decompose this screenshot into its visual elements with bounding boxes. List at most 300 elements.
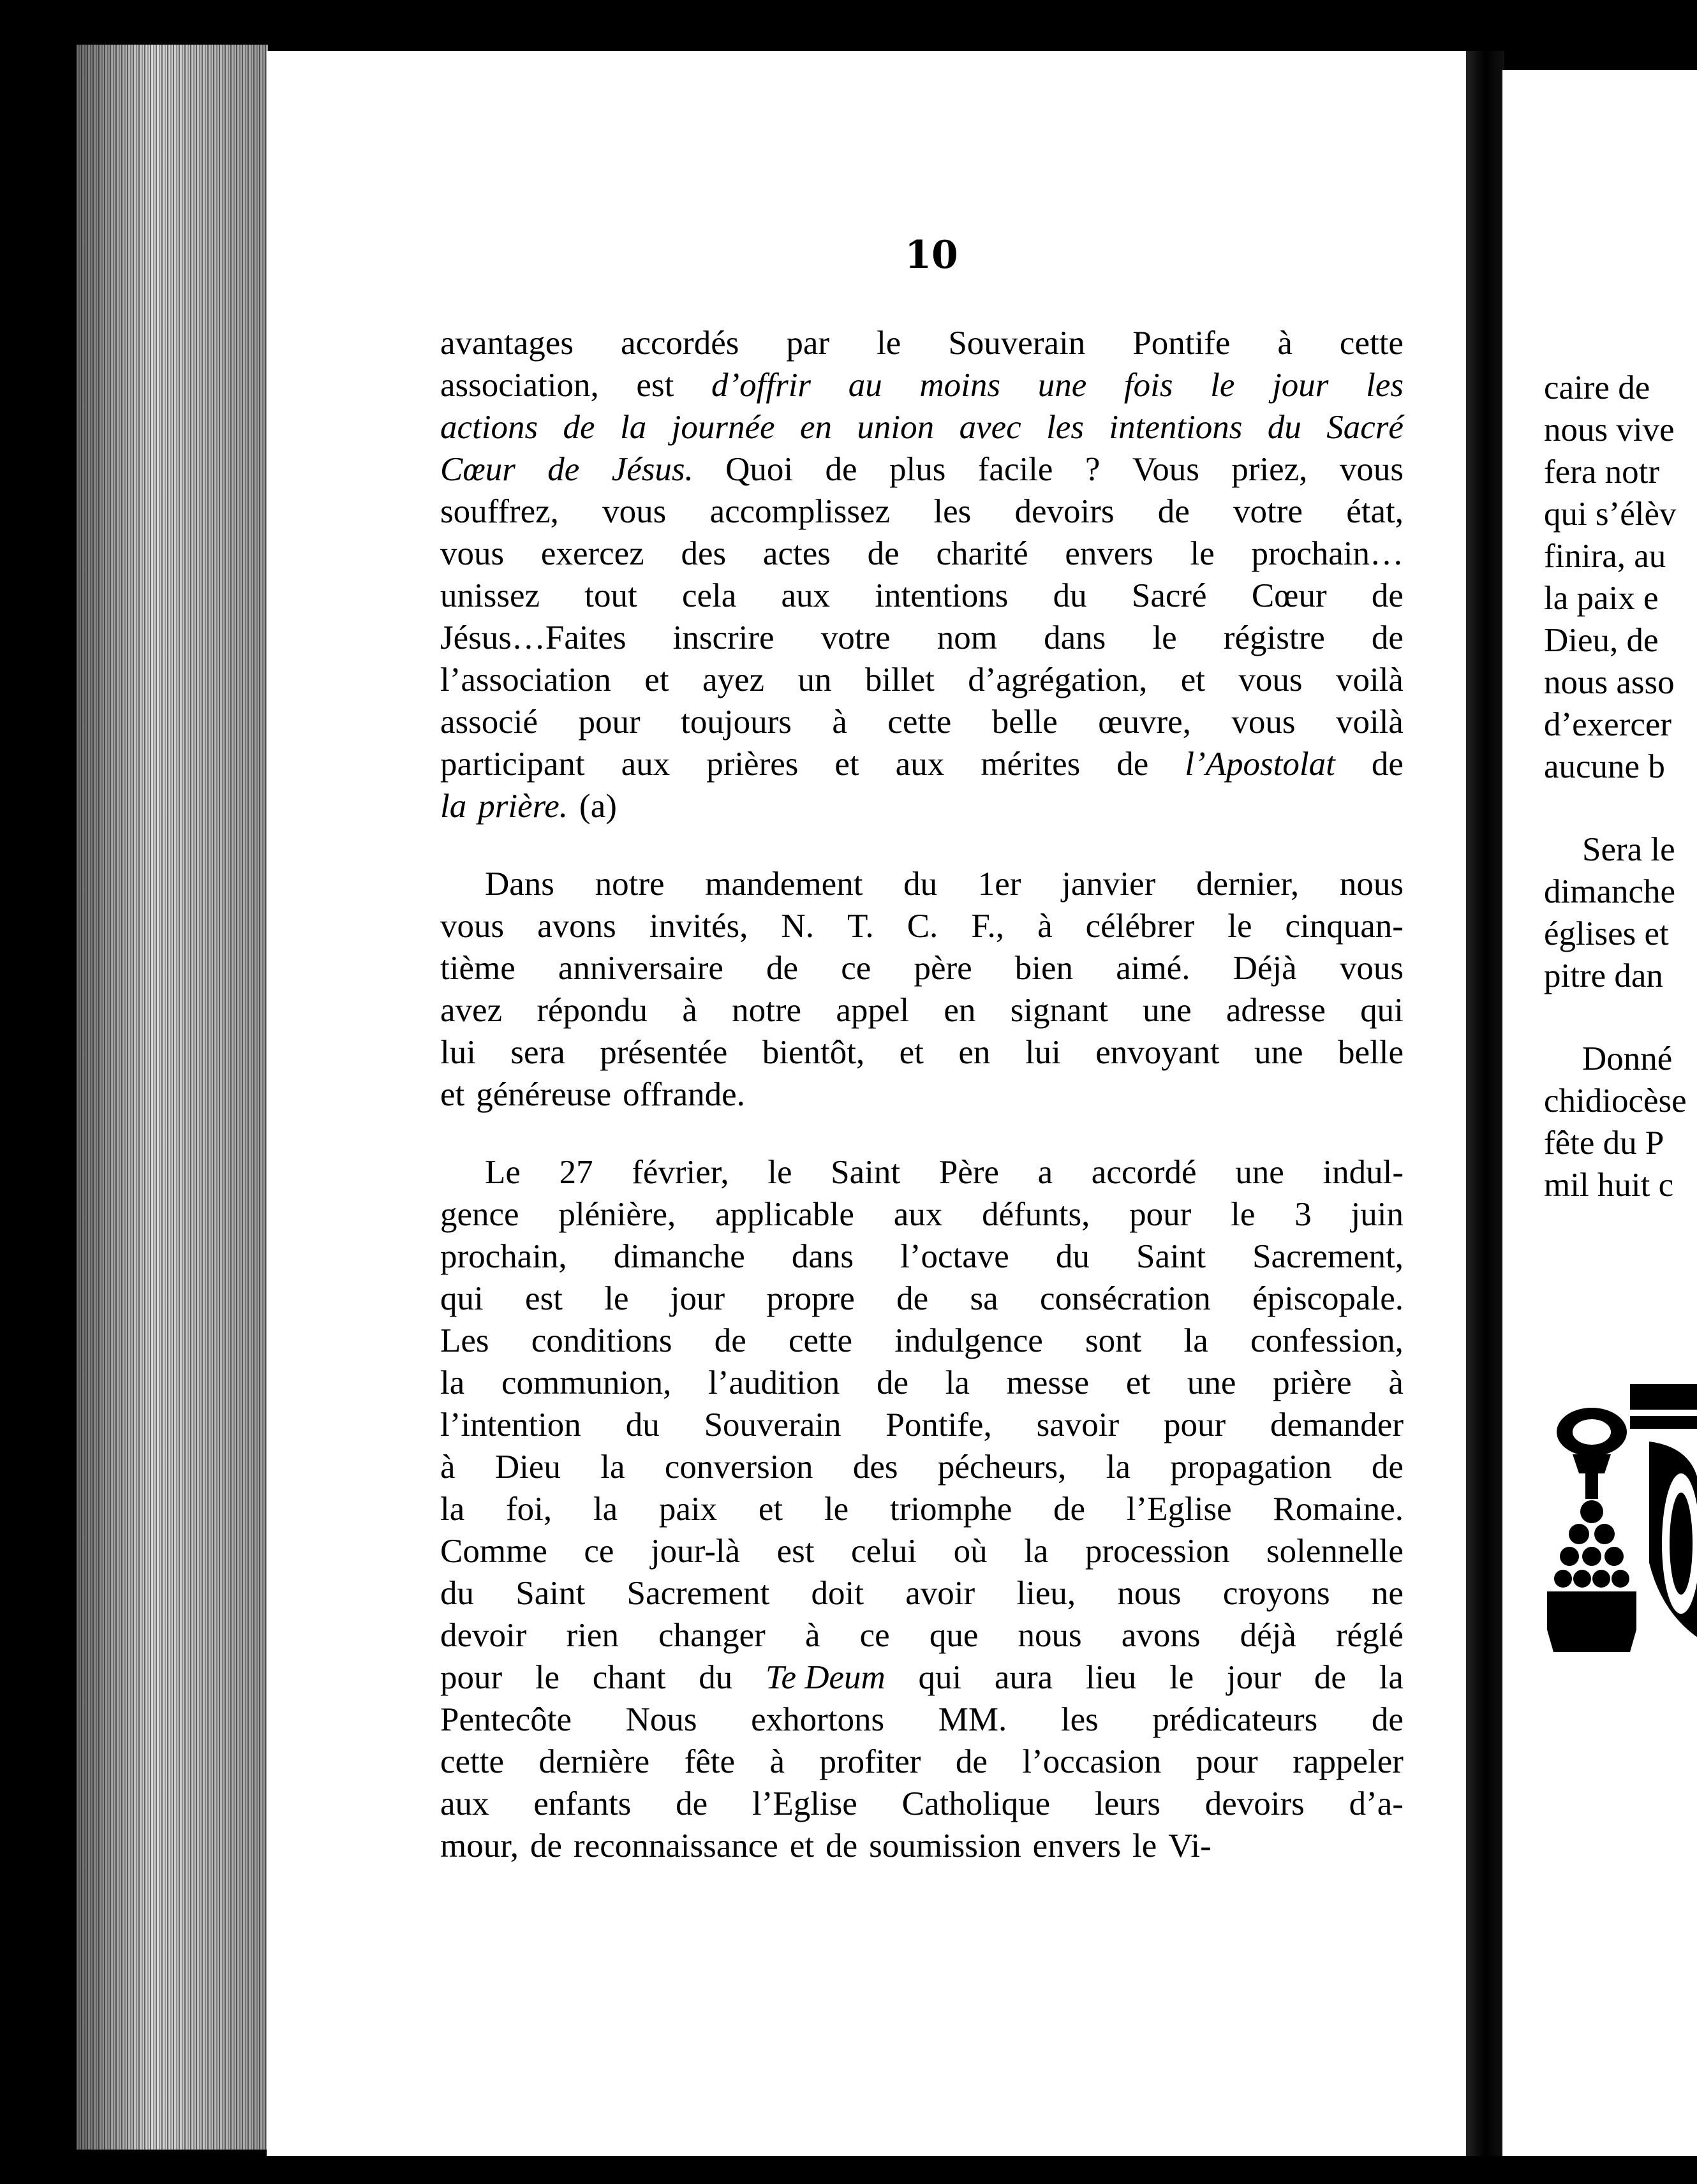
word: déjà [1240,1617,1296,1654]
word: MM. [938,1701,1007,1738]
text-line [440,406,1404,448]
word: le [1190,535,1215,572]
word: est [525,1280,563,1317]
word: celui [851,1533,917,1570]
word: du [1055,1238,1090,1275]
word: vous [1339,451,1404,488]
word: les [1046,409,1084,446]
word: un [797,661,832,698]
word: la [440,1491,465,1528]
word: Nous [625,1701,697,1738]
word: envers [1065,535,1153,572]
word: Dieu [494,1449,561,1486]
word: de [1157,493,1190,530]
text-line: caire de [1544,369,1650,406]
word: généreuse [476,1076,612,1113]
word: qui [918,1659,962,1696]
word: reconnaissance [574,1827,778,1864]
word: ce [859,1617,890,1654]
word: ce [841,950,871,987]
word: fête [684,1743,736,1780]
word: l’Eglise [752,1785,857,1822]
word: cinquan- [1285,908,1404,945]
text-line [440,1572,1404,1614]
word: de [766,950,799,987]
word: défunts, [982,1196,1090,1233]
word: rien [566,1617,619,1654]
word: confession, [1250,1322,1404,1359]
word: dans [791,1238,854,1275]
text-line [440,1699,1404,1741]
word: notre [732,992,802,1029]
word: plénière, [558,1196,676,1233]
word: en [958,1034,991,1071]
word: rappeler [1293,1743,1404,1780]
word: Cœur [440,451,515,488]
word: prochain… [1251,535,1404,572]
word: qui [440,1280,484,1317]
word: belle [1337,1034,1404,1071]
word: Saint [515,1575,586,1612]
word: de [1116,746,1149,783]
word: ce [584,1533,614,1570]
word: inscrire [672,619,774,656]
text-line [440,617,1404,659]
word: croyons [1222,1575,1330,1612]
word: pour [1129,1196,1192,1233]
word: la [440,1364,465,1401]
word: notre [595,866,665,903]
text-line [440,1404,1404,1446]
word: nous [1117,1575,1182,1612]
word: aimé. [1116,950,1190,987]
word: février, [632,1154,729,1191]
word: sera [510,1034,565,1071]
text-line [440,659,1404,701]
word: de [1371,1701,1404,1738]
word: du [1053,577,1087,614]
word: l’occasion [1022,1743,1162,1780]
word: à [804,1617,820,1654]
word: pour [1196,1743,1258,1780]
word: juin [1351,1196,1404,1233]
word: propre [766,1280,855,1317]
word: nous [1018,1617,1082,1654]
word: la [1106,1449,1131,1486]
word: chant [592,1659,666,1696]
word: de [1371,746,1404,783]
word: union [857,409,935,446]
word: association, [440,367,599,404]
word: jour [1272,367,1329,404]
word: des [852,1449,898,1486]
text-line [440,1741,1404,1783]
word: consécration [1039,1280,1211,1317]
word: Déjà [1233,950,1297,987]
word: et [1125,1364,1151,1401]
text-line [440,863,1404,905]
word: répondu [537,992,648,1029]
text-line [440,1614,1404,1656]
word: de [676,1785,708,1822]
text-line [440,533,1404,575]
word: présentée [600,1034,728,1071]
text-line [440,1488,1404,1530]
word: aux [893,1196,943,1233]
word: d’a- [1349,1785,1404,1822]
word: Pentecôte [440,1701,572,1738]
word: prière [1273,1364,1352,1401]
word: triomphe [889,1491,1012,1528]
word: aux [895,746,945,783]
word: accomplissez [709,493,891,530]
text-line [440,785,1404,827]
word: devoirs [1204,1785,1305,1822]
word: paix [658,1491,718,1528]
word: vous [1238,661,1303,698]
word: de [955,1743,988,1780]
word: 3 [1294,1196,1312,1233]
text-line [440,1031,1404,1074]
text-line [440,701,1404,743]
word: l’intention [440,1406,581,1443]
word: jour [1226,1659,1282,1696]
word: envoyant [1095,1034,1220,1071]
word: N. [781,908,814,945]
word: de [714,1322,746,1359]
word: ? [1085,451,1100,488]
text-line [440,1320,1404,1362]
word: à [440,1449,456,1486]
word: voilà [1335,661,1404,698]
word: 1er [977,866,1021,903]
word: la [1379,1659,1404,1696]
word: la [1183,1322,1208,1359]
word: le [767,1154,792,1191]
text-line: pitre dan [1544,957,1663,994]
word: de [547,451,580,488]
word: prière. [478,788,568,825]
word: ayez [702,661,765,698]
word: (a) [579,788,617,825]
word: solennelle [1266,1533,1404,1570]
word: journée [671,409,775,446]
word: d’agrégation, [968,661,1148,698]
word: unissez [440,577,540,614]
word: en [944,992,976,1029]
text-line [440,1825,1404,1867]
text-line [440,947,1404,989]
word: envers [1032,1827,1121,1864]
episcopal-coat-of-arms [1534,1371,1697,1678]
word: père [914,950,972,987]
word: réglé [1336,1617,1404,1654]
word: Quoi [725,451,794,488]
paragraph-gap [1544,997,1697,1038]
word: Sacré [1326,409,1404,446]
text-line [440,1074,1404,1116]
word: où [953,1533,988,1570]
word: doit [811,1575,864,1612]
text-line [440,1656,1404,1699]
word: le [535,1659,560,1696]
text-line [440,743,1404,785]
word: janvier [1062,866,1156,903]
word: le [1132,1827,1157,1864]
word: bientôt, [762,1034,865,1071]
text-line: qui s’élèv [1544,496,1677,533]
text-line: nous asso [1544,664,1675,701]
text-line [440,1530,1404,1572]
text-line [440,1362,1404,1404]
word: plus [889,451,946,488]
word: vous [602,493,667,530]
word: bien [1014,950,1074,987]
word: du [625,1406,660,1443]
word: propagation [1170,1449,1332,1486]
word: une [1037,367,1087,404]
word: indulgence [894,1322,1043,1359]
word: nous [1339,866,1404,903]
word: de [1314,1659,1346,1696]
word: l’octave [900,1238,1009,1275]
page-stack-shadow [77,45,268,2150]
word: avez [440,992,503,1029]
word: Comme [440,1533,547,1570]
word: belle [991,704,1058,741]
word: tième [440,950,515,987]
word: applicable [715,1196,854,1233]
word: Saint [1136,1238,1206,1275]
word: et [789,1827,815,1864]
word: une [1187,1364,1236,1401]
word: facile [977,451,1053,488]
word: souffrez, [440,493,559,530]
word: vous [1231,704,1296,741]
word: lieu, [1016,1575,1076,1612]
text-line [440,322,1404,364]
word: le [604,1280,629,1317]
word: Sacrement, [1252,1238,1404,1275]
word: dernier, [1196,866,1300,903]
word: par [786,325,830,362]
word: accordés [620,325,739,362]
word: Les [440,1322,489,1359]
word: les [1366,367,1404,404]
word: avantages [440,325,574,362]
word: prochain, [440,1238,567,1275]
left-page-text [440,322,1404,1867]
word: est [776,1533,815,1570]
word: lieu [1085,1659,1137,1696]
text-line: d’exercer [1544,706,1672,743]
word: procession [1085,1533,1230,1570]
text-line [440,989,1404,1031]
word: le [1227,908,1252,945]
word: de [563,409,595,446]
word: conversion [664,1449,813,1486]
word: Cœur [1251,577,1327,614]
word: à [1388,1364,1404,1401]
word: signant [1010,992,1108,1029]
word: C. [907,908,938,945]
word: Romaine. [1273,1491,1404,1528]
text-line: la paix e [1544,580,1659,617]
word: intentions [875,577,1009,614]
word: état, [1346,493,1404,530]
word: du [1267,409,1301,446]
word: toujours [681,704,792,741]
word: les [1060,1701,1099,1738]
word: la [600,1449,625,1486]
word: de [867,535,900,572]
word: vous [440,535,505,572]
word: une [1235,1154,1284,1191]
word: accordé [1091,1154,1197,1191]
paragraph-gap [1544,788,1697,829]
word: la [945,1364,970,1401]
word: charité [936,535,1028,572]
word: messe [1006,1364,1090,1401]
word: aux [621,746,671,783]
word: devoir [440,1617,527,1654]
word: aux [440,1785,489,1822]
word: appel [836,992,910,1029]
word: T. [847,908,874,945]
right-page-text [1544,367,1697,1206]
word: de [1371,619,1404,656]
word: dimanche [613,1238,745,1275]
text-line: Sera le [1582,831,1675,868]
word: Catholique [901,1785,1051,1822]
word: nom [937,619,997,656]
word: priez, [1231,451,1308,488]
word: et [758,1491,783,1528]
word: le [877,325,901,362]
paragraph-gap [440,1116,1404,1151]
word: anniversaire [558,950,723,987]
text-line: finira, au [1544,538,1666,575]
word: œuvre, [1098,704,1191,741]
word: Te Deum [765,1659,886,1696]
word: aux [781,577,831,614]
word: vous [440,908,505,945]
word: sa [970,1280,998,1317]
word: fois [1123,367,1173,404]
word: pour [578,704,641,741]
word: foi, [506,1491,552,1528]
word: cette [887,704,952,741]
word: cette [1339,325,1404,362]
text-line [440,1151,1404,1193]
book-gutter [1466,51,1504,2156]
word: jour-là [650,1533,741,1570]
word: soumission [869,1827,1021,1864]
word: aura [994,1659,1053,1696]
word: voilà [1335,704,1404,741]
word: Père [938,1154,999,1191]
word: pour [1163,1406,1226,1443]
word: conditions [531,1322,672,1359]
word: dernière [538,1743,650,1780]
word: de [530,1827,563,1864]
word: Jésus. [611,451,693,488]
word: que [929,1617,979,1654]
word: avons [1121,1617,1201,1654]
word: moins [919,367,1001,404]
word: à [1277,325,1293,362]
word: Saint [831,1154,901,1191]
text-line [440,448,1404,491]
word: actes [762,535,831,572]
text-line: nous vive [1544,411,1675,448]
word: Pontife, [886,1406,992,1443]
word: cette [440,1743,505,1780]
word: et [834,746,859,783]
word: Souverain [948,325,1086,362]
word: demander [1270,1406,1404,1443]
text-line [440,1446,1404,1488]
text-line [440,1278,1404,1320]
word: à [832,704,847,741]
word: le [1210,367,1235,404]
text-line [440,491,1404,533]
word: avec [959,409,1021,446]
word: vous [1339,950,1404,987]
text-line [440,364,1404,406]
text-line: églises et [1544,915,1669,952]
word: au [848,367,882,404]
word: adresse [1226,992,1326,1029]
word: votre [1233,493,1303,530]
word: Sacré [1131,577,1207,614]
word: lui [440,1034,476,1071]
word: l’Apostolat [1185,746,1335,783]
word: Dans [485,866,554,903]
word: le [1152,619,1177,656]
word: du [699,1659,733,1696]
word: prières [706,746,799,783]
word: mour, [440,1827,519,1864]
word: une [1254,1034,1303,1071]
word: Pontife [1132,325,1231,362]
word: le [1231,1196,1256,1233]
word: régistre [1223,619,1325,656]
word: avoir [905,1575,975,1612]
word: prédicateurs [1152,1701,1318,1738]
word: de [825,451,857,488]
word: d’offrir [711,367,811,404]
word: en [799,409,832,446]
word: du [440,1575,474,1612]
word: l’association [440,661,611,698]
word: Souverain [704,1406,841,1443]
word: indul- [1323,1154,1404,1191]
word: communion, [501,1364,672,1401]
word: actions [440,409,538,446]
word: de [1371,1449,1404,1486]
word: sont [1085,1322,1142,1359]
word: intentions [1109,409,1243,446]
word: est [636,367,674,404]
word: votre [820,619,891,656]
word: Vous [1132,451,1199,488]
text-line: Donné [1582,1040,1673,1077]
word: changer [658,1617,766,1654]
word: leurs [1094,1785,1160,1822]
word: jour [670,1280,725,1317]
word: F., [971,908,1005,945]
